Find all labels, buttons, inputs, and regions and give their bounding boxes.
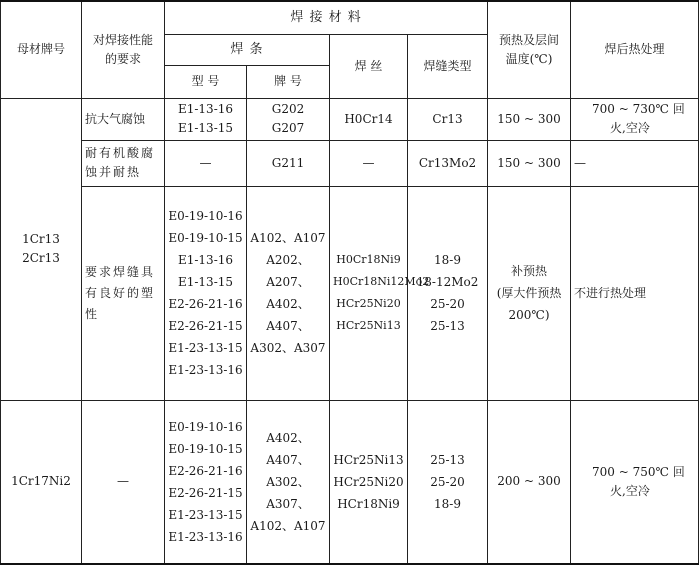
table-row [1,186,699,400]
preheat-cell: 200 ~ 300 [488,400,571,564]
model-cell: — [165,140,247,186]
weld-type-cell: 25-13 25-20 18-9 [408,400,488,564]
header-weld-type: 焊缝类型 [408,34,488,98]
requirement-cell: 要求焊缝具有良好的塑性 [82,186,165,400]
header-base-metal: 母材牌号 [1,1,82,98]
wire-cell: H0Cr14 [330,98,408,140]
post-heat-cell: 700 ~ 750℃ 回火,空冷 [571,400,699,564]
header-post-heat: 焊后热处理 [571,1,699,98]
requirement-cell: 耐有机酸腐蚀并耐热 [82,140,165,186]
preheat-cell: 150 ~ 300 [488,140,571,186]
wire-cell: — [330,140,408,186]
requirement-cell: — [82,400,165,564]
model-cell: E1-13-16 E1-13-15 [165,98,247,140]
base-metal-cell: 1Cr17Ni2 [1,400,82,564]
header-requirement: 对焊接性能的要求 [82,1,165,98]
weld-type-cell: Cr13 [408,98,488,140]
header-brand: 牌 号 [247,65,330,98]
brand-cell: G202 G207 [247,98,330,140]
post-heat-cell: 不进行热处理 [571,186,699,400]
header-row-1 [1,1,699,34]
header-preheat: 预热及层间温度(℃) [488,1,571,98]
brand-cell: G211 [247,140,330,186]
post-heat-cell: — [571,140,699,186]
brand-cell: A402、A407、 A302、A307、 A102、A107 [247,400,330,564]
post-heat-cell: 700 ~ 730℃ 回火,空冷 [571,98,699,140]
model-cell: E0-19-10-16 E0-19-10-15 E2-26-21-16 E2-26-21-15 E1-23-13-15 E1-23-13-16 [165,400,247,564]
base-metal-cell: 1Cr13 2Cr13 [1,98,82,400]
weld-type-cell: Cr13Mo2 [408,140,488,186]
table-row [1,400,699,564]
brand-cell: A102、A107 A202、A207、 A402、A407、 A302、A307 [247,186,330,400]
requirement-cell: 抗大气腐蚀 [82,98,165,140]
header-electrode: 焊 条 [165,34,330,65]
table-row [1,98,699,140]
model-cell: E0-19-10-16 E0-19-10-15 E1-13-16 E1-13-15 E2-26-21-16 E2-26-21-15 E1-23-13-15 E1-23-13-16 [165,186,247,400]
header-welding-material: 焊 接 材 料 [165,1,488,34]
wire-cell: HCr25Ni13 HCr25Ni20 HCr18Ni9 [330,400,408,564]
header-model: 型 号 [165,65,247,98]
preheat-cell: 补预热 (厚大件预热 200℃) [488,186,571,400]
wire-cell: H0Cr18Ni9 H0Cr18Ni12Mo2 HCr25Ni20 HCr25Ni13 [330,186,408,400]
table-row [1,140,699,186]
preheat-cell: 150 ~ 300 [488,98,571,140]
weld-type-cell: 18-9 18-12Mo2 25-20 25-13 [408,186,488,400]
header-wire: 焊 丝 [330,34,408,98]
